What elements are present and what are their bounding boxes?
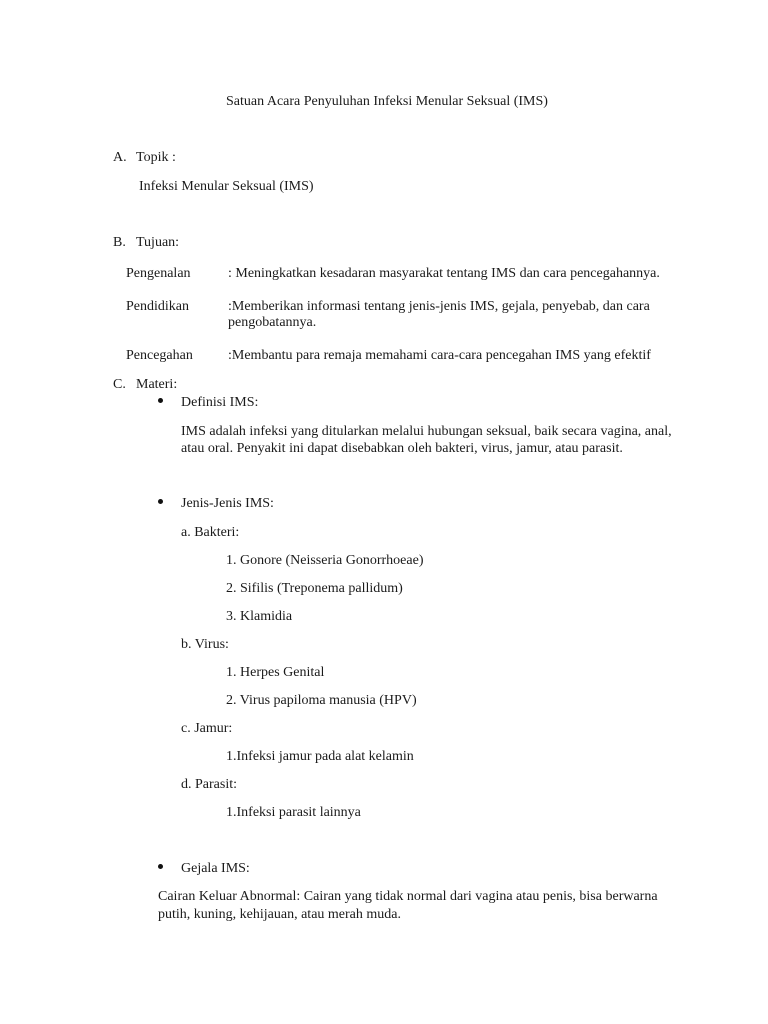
section-b-heading: Tujuan: <box>136 235 180 250</box>
section-b-marker: B. <box>113 235 126 250</box>
jenis-item: 2. Sifilis (Treponema pallidum) <box>226 581 403 596</box>
tujuan-text-pendidikan-line2: pengobatannya. <box>228 315 317 330</box>
definisi-text-line1: IMS adalah infeksi yang ditularkan melalui hubungan seksual, baik secara vagina, anal, <box>181 424 672 439</box>
jenis-item: 1.Infeksi jamur pada alat kelamin <box>226 749 414 764</box>
bullet-gejala: Gejala IMS: <box>181 861 250 876</box>
section-c-heading: Materi: <box>136 377 178 392</box>
bullet-icon <box>158 398 163 403</box>
bullet-jenis: Jenis-Jenis IMS: <box>181 496 274 511</box>
section-a-content: Infeksi Menular Seksual (IMS) <box>139 179 314 194</box>
jenis-item: 3. Klamidia <box>226 609 293 624</box>
section-a-heading: Topik : <box>136 150 176 165</box>
gejala-text-line1: Cairan Keluar Abnormal: Cairan yang tidak normal dari vagina atau penis, bisa berwarna <box>158 889 658 904</box>
bullet-icon <box>158 864 163 869</box>
document-title: Satuan Acara Penyuluhan Infeksi Menular Seksual (IMS) <box>226 94 548 109</box>
jenis-item: 1.Infeksi parasit lainnya <box>226 805 361 820</box>
tujuan-label-pengenalan: Pengenalan <box>126 266 191 281</box>
definisi-text-line2: atau oral. Penyakit ini dapat disebabkan oleh bakteri, virus, jamur, atau parasit. <box>181 441 623 456</box>
section-c-marker: C. <box>113 377 126 392</box>
jenis-item: 2. Virus papiloma manusia (HPV) <box>226 693 417 708</box>
tujuan-label-pencegahan: Pencegahan <box>126 348 193 363</box>
jenis-group-label-bakteri: a. Bakteri: <box>181 525 240 540</box>
bullet-icon <box>158 499 163 504</box>
jenis-group-label-jamur: c. Jamur: <box>181 721 233 736</box>
jenis-item: 1. Herpes Genital <box>226 665 325 680</box>
jenis-group-label-parasit: d. Parasit: <box>181 777 237 792</box>
tujuan-label-pendidikan: Pendidikan <box>126 299 189 314</box>
tujuan-text-pengenalan: : Meningkatkan kesadaran masyarakat tentang IMS dan cara pencegahannya. <box>228 266 660 281</box>
tujuan-text-pendidikan-line1: :Memberikan informasi tentang jenis-jenis IMS, gejala, penyebab, dan cara <box>228 299 650 314</box>
section-a-marker: A. <box>113 150 127 165</box>
bullet-definisi: Definisi IMS: <box>181 395 259 410</box>
tujuan-text-pencegahan: :Membantu para remaja memahami cara-cara pencegahan IMS yang efektif <box>228 348 651 363</box>
jenis-item: 1. Gonore (Neisseria Gonorrhoeae) <box>226 553 424 568</box>
jenis-group-label-virus: b. Virus: <box>181 637 229 652</box>
gejala-text-line2: putih, kuning, kehijauan, atau merah muda. <box>158 907 401 922</box>
